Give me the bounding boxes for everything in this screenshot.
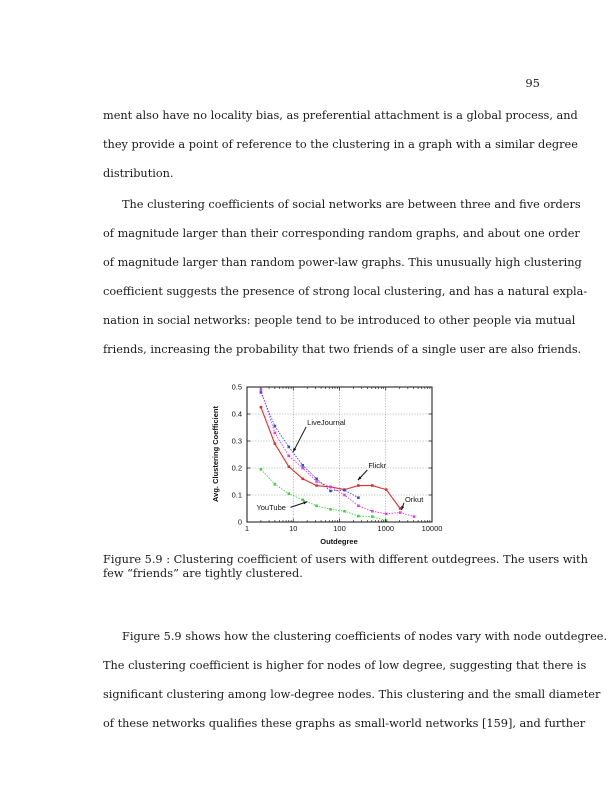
data-point-livejournal	[315, 478, 318, 481]
data-point-youtube	[357, 515, 360, 518]
data-point-livejournal	[357, 496, 360, 499]
y-tick-label: 0.3	[231, 436, 242, 446]
text-line: they provide a point of reference to the clustering in a graph with a similar degree	[103, 138, 578, 151]
data-point-orkut	[274, 432, 277, 435]
x-axis-label: Outdegree	[320, 537, 358, 546]
text-line: of magnitude larger than their corresponding random graphs, and about one order	[103, 227, 580, 240]
figure-caption	[103, 553, 588, 581]
data-point-orkut	[385, 513, 388, 516]
data-point-orkut	[357, 505, 360, 508]
caption-line: few “friends” are tightly clustered.	[103, 567, 303, 580]
data-point-orkut	[287, 455, 290, 458]
data-point-livejournal	[274, 425, 277, 428]
data-point-flickr	[357, 484, 360, 487]
x-tick-label: 1000	[377, 524, 395, 533]
x-tick-label: 1	[244, 524, 250, 533]
text-line: distribution.	[103, 167, 174, 180]
text-line: friends, increasing the probability that two friends of a single user are also friends.	[103, 343, 582, 356]
annotation-arrow	[293, 427, 306, 452]
data-point-livejournal	[301, 464, 304, 467]
data-point-livejournal	[329, 490, 332, 493]
annotation-label-livejournal: LiveJournal	[307, 417, 346, 427]
text-line: ment also have no locality bias, as preferential attachment is a global process, and	[103, 109, 578, 122]
page-number: 95	[525, 76, 540, 90]
annotation-arrowhead	[303, 501, 307, 504]
data-point-flickr	[385, 488, 388, 491]
data-point-youtube	[301, 499, 304, 502]
annotation-label-flickr: Flickr	[368, 461, 387, 470]
data-point-orkut	[413, 515, 416, 518]
data-point-orkut	[371, 510, 374, 513]
text-line: significant clustering among low-degree nodes. This clustering and the small diameter	[103, 688, 601, 701]
text-line: Figure 5.9 shows how the clustering coefficients of nodes vary with node outdegree.	[122, 630, 608, 643]
data-point-flickr	[301, 478, 304, 481]
data-point-youtube	[260, 468, 263, 471]
data-point-livejournal	[343, 489, 346, 492]
y-tick-label: 0.2	[231, 463, 242, 473]
y-axis-label: Avg. Clustering Coefficient	[211, 406, 220, 502]
annotation-arrowhead	[401, 506, 404, 510]
annotation-label-orkut: Orkut	[404, 494, 424, 504]
x-tick-label: 100	[333, 524, 346, 533]
data-point-orkut	[301, 467, 304, 470]
data-point-orkut	[343, 494, 346, 497]
y-tick-label: 0.5	[231, 382, 242, 392]
text-line: of magnitude larger than random power-law graphs. This unusually high clustering	[103, 256, 582, 269]
caption-line: Figure 5.9 : Clustering coefficient of users with different outdegrees. The users with	[103, 553, 588, 566]
paragraph-3	[103, 622, 608, 738]
data-point-flickr	[399, 507, 402, 510]
text-line: of these networks qualifies these graphs as small-world networks [159], and further	[103, 717, 586, 730]
data-point-livejournal	[287, 446, 290, 449]
data-point-youtube	[315, 505, 318, 508]
data-point-youtube	[287, 492, 290, 495]
series-line-orkut	[261, 390, 414, 517]
data-point-youtube	[274, 483, 277, 486]
data-point-flickr	[260, 406, 263, 409]
data-point-youtube	[343, 510, 346, 513]
text-line: coefficient suggests the presence of strong local clustering, and has a natural expla-	[103, 285, 588, 298]
data-point-youtube	[329, 508, 332, 511]
data-point-flickr	[315, 484, 318, 487]
data-point-youtube	[371, 515, 374, 518]
data-point-orkut	[329, 486, 332, 489]
data-point-flickr	[274, 442, 277, 445]
y-tick-label: 0	[237, 517, 242, 527]
y-tick-label: 0.1	[231, 490, 242, 500]
text-line: The clustering coefficient is higher for nodes of low degree, suggesting that there is	[103, 659, 587, 672]
data-point-orkut	[399, 511, 402, 514]
text-line: The clustering coefficients of social networks are between three and five orders	[122, 198, 581, 211]
annotation-label-youtube: YouTube	[256, 502, 286, 512]
data-point-flickr	[287, 465, 290, 468]
data-point-flickr	[371, 484, 374, 487]
x-tick-label: 10000	[421, 524, 443, 533]
y-tick-label: 0.4	[231, 409, 242, 419]
x-tick-label: 10	[289, 524, 298, 533]
text-line: nation in social networks: people tend to be introduced to other people via mutual	[103, 314, 576, 327]
annotations	[256, 418, 424, 512]
data-point-orkut	[315, 480, 318, 483]
